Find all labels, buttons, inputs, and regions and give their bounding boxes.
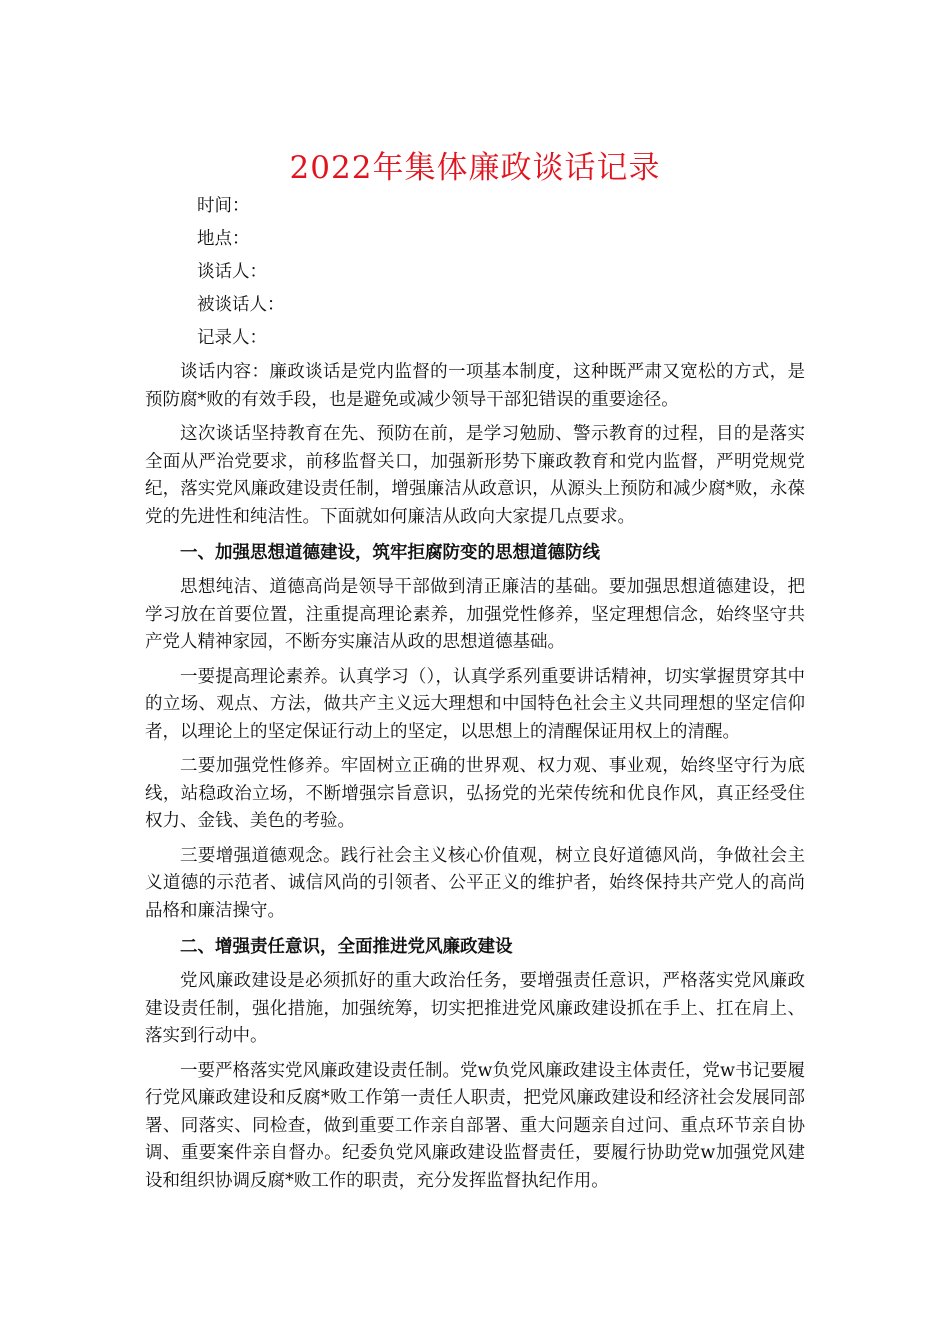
paragraph: 这次谈话坚持教育在先、预防在前，是学习勉励、警示教育的过程，目的是落实全面从严治党要求，前移监督关口，加强新形势下廉政教育和党内监督，严明党规党纪，落实党风廉政建设责任制，增强廉洁从政意识，从源头上预防和减少腐*败，永葆党的先进性和纯洁性。下面就如何廉洁从政向大家提几点要求。: [145, 424, 805, 527]
paragraph: 一要严格落实党风廉政建设责任制。党w负党风廉政建设主体责任，党w书记要履行党风廉政建设和反腐*败工作第一责任人职责，把党风廉政建设和经济社会发展同部署、同落实、同检查，做到重要工作亲自部署、重大问题亲自过问、重点环节亲自协调、重要案件亲自督办。纪委负党风廉政建设监督责任，要履行协助党w加强党风建设和组织协调反腐*败工作的职责，充分发挥监督执纪作用。: [145, 1060, 805, 1191]
field-speaker: 谈话人：: [197, 262, 267, 282]
section-heading: 二、增强责任意识，全面推进党风廉政建设: [180, 937, 513, 957]
paragraph: 三要增强道德观念。践行社会主义核心价值观，树立良好道德风尚，争做社会主义道德的示范者、诚信风尚的引领者、公平正义的维护者，始终保持共产党人的高尚品格和廉洁操守。: [145, 845, 805, 921]
section-heading: 一、加强思想道德建设，筑牢拒腐防变的思想道德防线: [180, 543, 600, 563]
document-body: [145, 190, 805, 1202]
field-recorder: 记录人：: [197, 328, 267, 348]
paragraph: 思想纯洁、道德高尚是领导干部做到清正廉洁的基础。要加强思想道德建设，把学习放在首要位置，注重提高理论素养，加强党性修养，坚定理想信念，始终坚守共产党人精神家园，不断夯实廉洁从政的思想道德基础。: [145, 577, 805, 652]
paragraph: 二要加强党性修养。牢固树立正确的世界观、权力观、事业观，始终坚守行为底线，站稳政治立场，不断增强宗旨意识，弘扬党的光荣传统和优良作风，真正经受住权力、金钱、美色的考验。: [145, 756, 805, 831]
paragraph: 党风廉政建设是必须抓好的重大政治任务，要增强责任意识，严格落实党风廉政建设责任制，强化措施，加强统筹，切实把推进党风廉政建设抓在手上、扛在肩上、落实到行动中。: [145, 971, 805, 1046]
field-time: 时间：: [197, 196, 250, 216]
document-title: 2022年集体廉政谈话记录: [289, 150, 661, 186]
paragraph: 谈话内容：廉政谈话是党内监督的一项基本制度，这种既严肃又宽松的方式，是预防腐*败的有效手段，也是避免或减少领导干部犯错误的重要途径。: [145, 362, 805, 410]
field-place: 地点：: [197, 229, 250, 249]
paragraph: 一要提高理论素养。认真学习（），认真学系列重要讲话精神，切实掌握贯穿其中的立场、观点、方法，做共产主义远大理想和中国特色社会主义共同理想的坚定信仰者，以理论上的坚定保证行动上的坚定，以思想上的清醒保证用权上的清醒。: [145, 666, 805, 742]
field-interviewee: 被谈话人：: [197, 295, 285, 315]
